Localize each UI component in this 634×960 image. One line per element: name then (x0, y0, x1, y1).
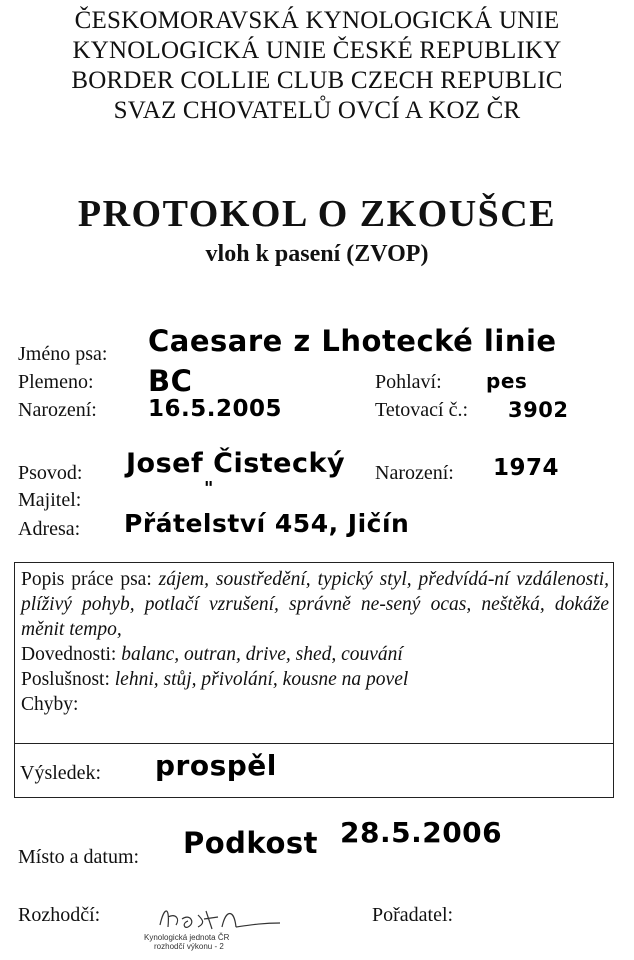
sex-value: pes (486, 369, 528, 393)
tattoo-label: Tetovací č.: (375, 399, 468, 421)
place-date-label: Místo a datum: (18, 846, 140, 868)
work-label: Popis práce psa: (21, 569, 152, 590)
work-text: zájem, soustředění, typický styl, předvídá-ní vzdálenosti, plíživý pohyb, potlačí vzrušení, správně ne-sený ocas, neštěká, dokáže měnit tempo, (21, 569, 609, 640)
org-line-3: BORDER COLLIE CLUB CZECH REPUBLIC (71, 67, 563, 94)
document-title: PROTOKOL O ZKOUŠCE (77, 193, 557, 235)
result-value: prospěl (155, 749, 277, 782)
stamp-line-2: rozhodčí výkonu - 2 (154, 942, 224, 951)
result-label: Výsledek: (20, 762, 102, 784)
organizer-label: Pořadatel: (372, 904, 454, 926)
org-line-4: SVAZ CHOVATELŮ OVCÍ A KOZ ČR (113, 97, 521, 124)
stamp-line-1: Kynologická jednota ČR (144, 933, 230, 942)
handler-born-value: 1974 (493, 455, 560, 481)
skills-text: balanc, outran, drive, shed, couvání (121, 644, 403, 665)
judge-stamp-signature (140, 897, 290, 953)
org-line-2: KYNOLOGICKÁ UNIE ČESKÉ REPUBLIKY (72, 37, 562, 64)
owner-label: Majitel: (18, 489, 82, 511)
skills-label: Dovednosti: (21, 644, 117, 665)
evaluation-box (14, 562, 614, 798)
owner-value: " (204, 478, 214, 499)
place-value: Podkost (183, 826, 318, 860)
obedience-text: lehni, stůj, přivolání, kousne na povel (114, 669, 409, 690)
obedience-label: Poslušnost: (21, 669, 110, 690)
dog-born-label: Narození: (18, 399, 97, 421)
evaluation-text (21, 567, 609, 717)
judge-label: Rozhodčí: (18, 904, 101, 926)
result-divider (15, 743, 613, 744)
faults-label: Chyby: (21, 694, 79, 715)
sex-label: Pohlaví: (375, 371, 442, 393)
breed-label: Plemeno: (18, 371, 94, 393)
dog-born-value: 16.5.2005 (148, 396, 282, 422)
handler-value: Josef Čistecký (126, 448, 346, 479)
handler-label: Psovod: (18, 462, 83, 484)
date-value: 28.5.2006 (340, 816, 503, 849)
dog-name-value: Caesare z Lhotecké linie (148, 324, 557, 358)
tattoo-value: 3902 (508, 398, 569, 422)
address-label: Adresa: (18, 518, 81, 540)
breed-value: BC (148, 364, 193, 398)
dog-name-label: Jméno psa: (18, 343, 108, 365)
address-value: Přátelství 454, Jičín (124, 509, 410, 538)
handler-born-label: Narození: (375, 462, 454, 484)
org-line-1: ČESKOMORAVSKÁ KYNOLOGICKÁ UNIE (74, 7, 560, 34)
document-subtitle: vloh k pasení (ZVOP) (205, 241, 429, 267)
organization-header (0, 6, 634, 126)
